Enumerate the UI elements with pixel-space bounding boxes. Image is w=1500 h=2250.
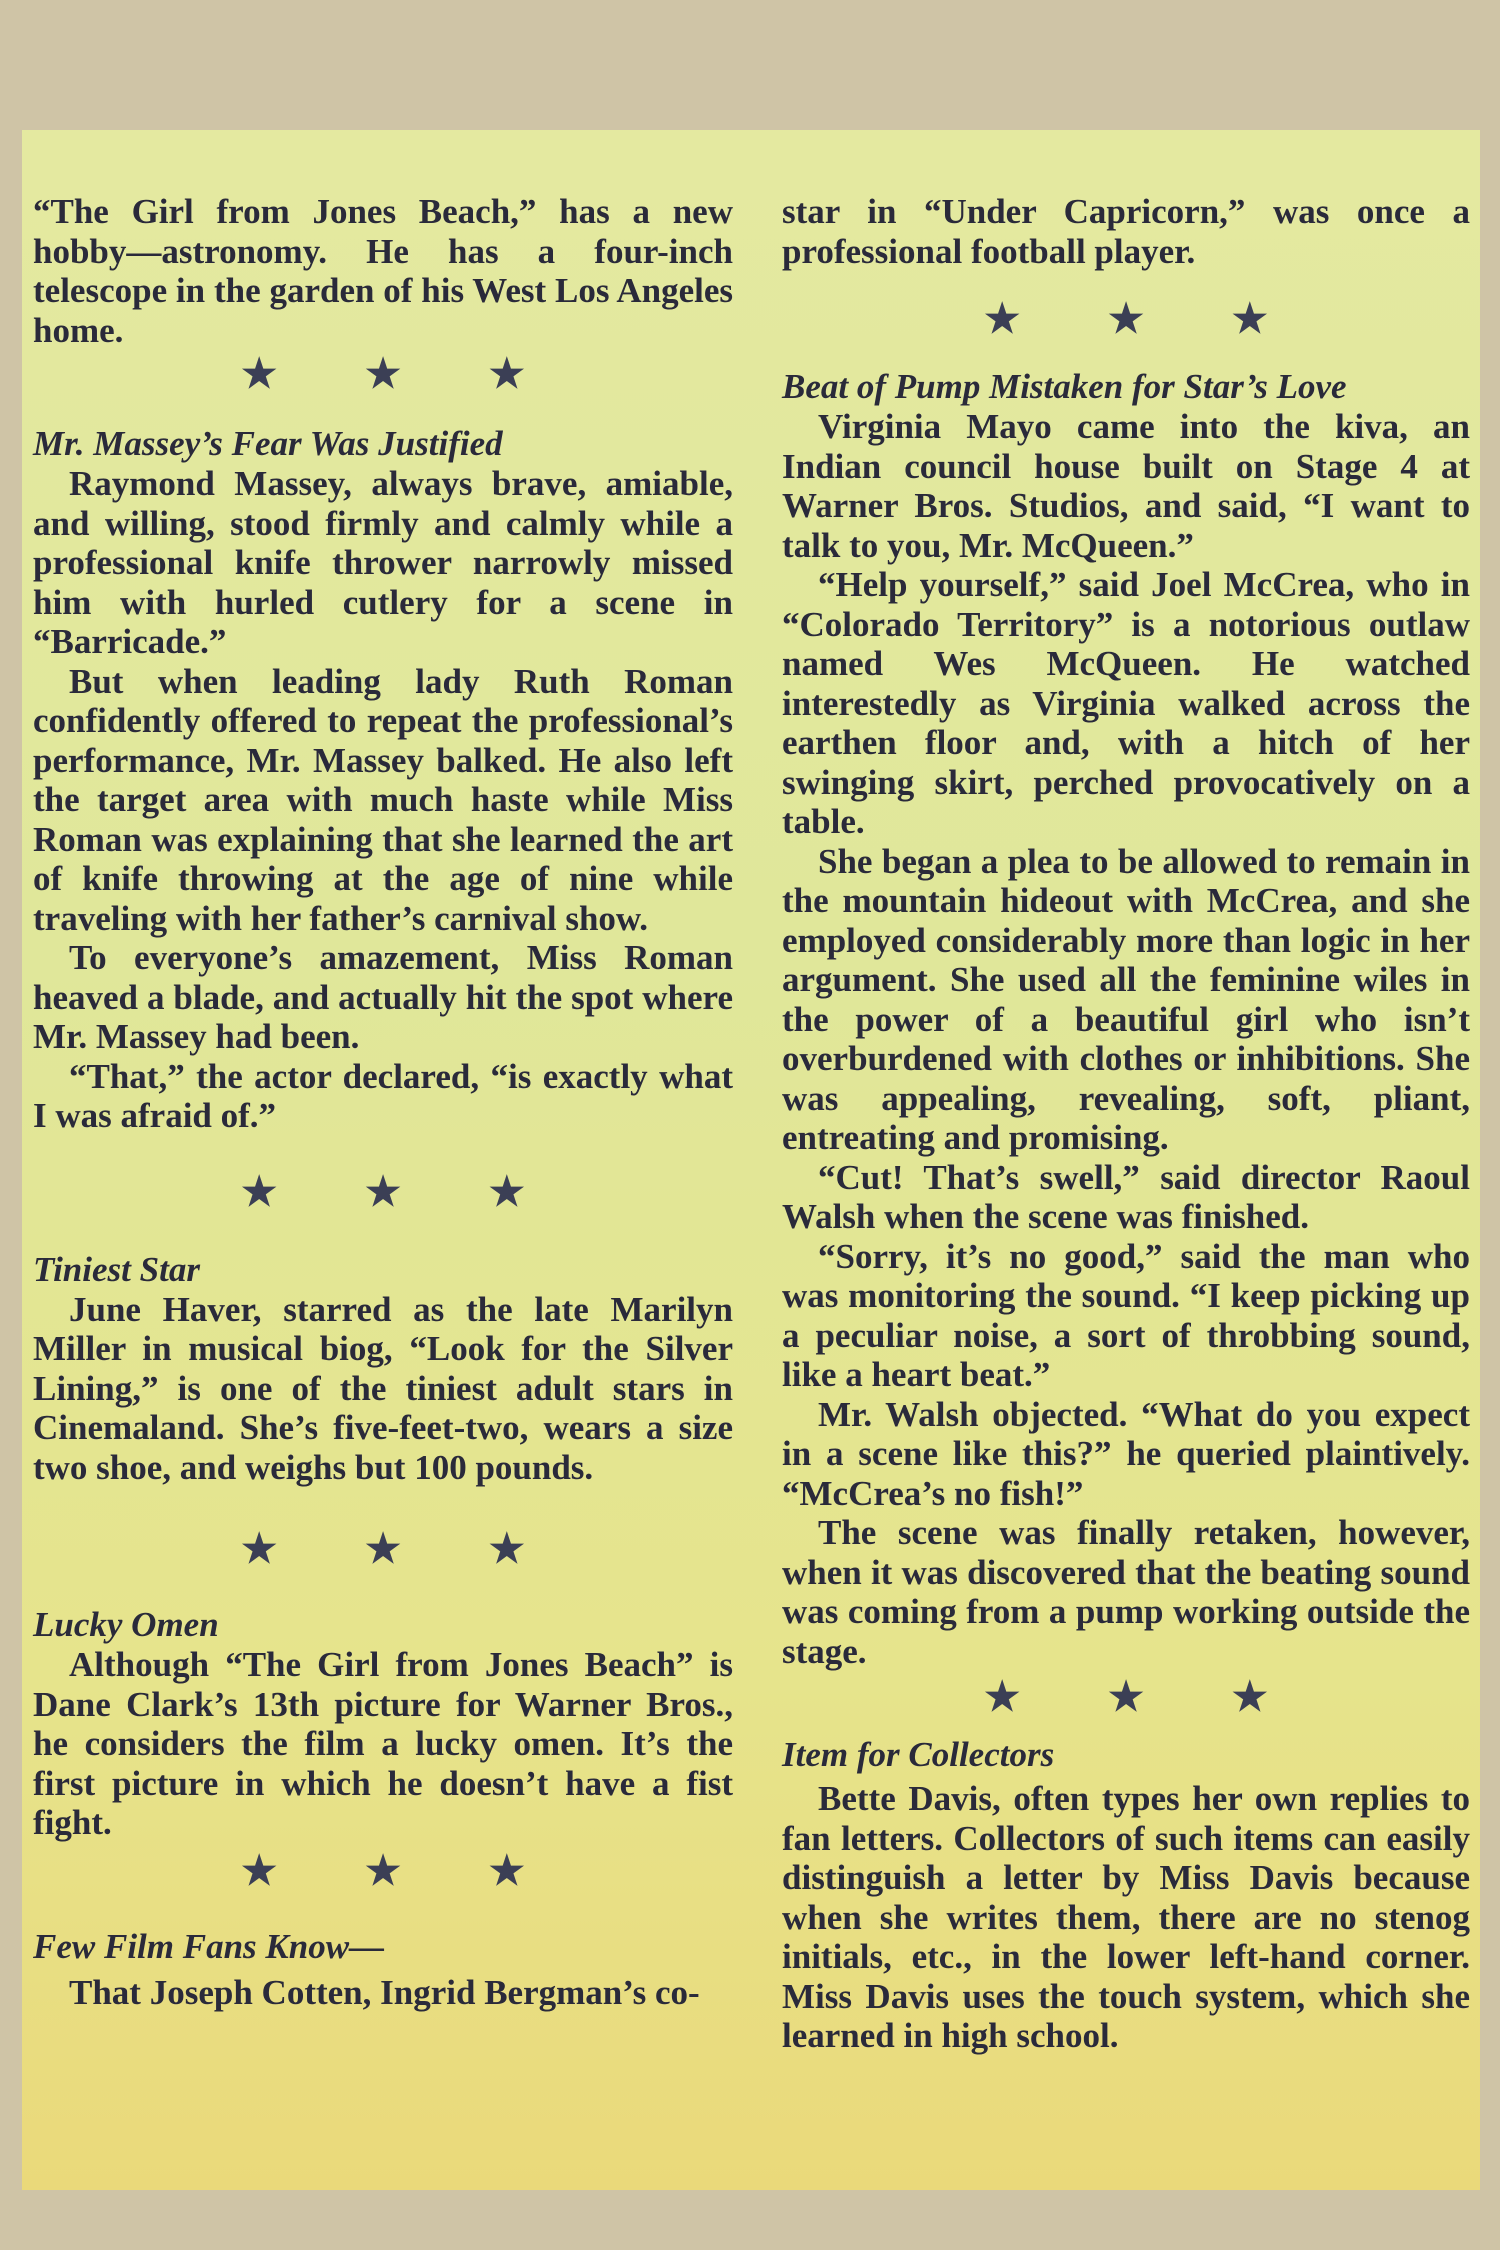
star-separator bbox=[33, 1847, 733, 1893]
lucky-omen-heading: Lucky Omen bbox=[33, 1605, 219, 1644]
star-icon: ★ bbox=[241, 351, 278, 396]
pump-paragraph-6: Mr. Walsh objected. “What do you expect in a scene like this?” he queried plaintively. “McCrea’s no fish!” bbox=[782, 1394, 1470, 1513]
star-icon: ★ bbox=[488, 1526, 525, 1571]
intro-continued-paragraph: “The Girl from Jones Beach,” has a new hobby—astronomy. He has a four-inch telescope in the garden of his West Los Angeles home. bbox=[33, 192, 733, 350]
star-separator bbox=[782, 296, 1470, 341]
tiniest-star-paragraph: June Haver, starred as the late Marilyn Miller in musical biog, “Look for the Silver Lining,” is one of the tiniest adult stars in Cinemaland. She’s five-feet-two, wears a size two shoe, and weighs but 100 pounds. bbox=[33, 1289, 733, 1487]
lucky-omen-paragraph: Although “The Girl from Jones Beach” is Dane Clark’s 13th picture for Warner Bros., he considers the film a lucky omen. It’s the first picture in which he doesn’t have a fist fight. bbox=[33, 1645, 733, 1842]
star-icon: ★ bbox=[365, 1847, 401, 1893]
right-column bbox=[782, 192, 1470, 2056]
few-film-fans-heading: Few Film Fans Know— bbox=[33, 1926, 385, 1966]
star-separator bbox=[33, 1168, 733, 1214]
collectors-paragraph: Bette Davis, often types her own replies to fan letters. Collectors of such items can easily distinguish a letter by Miss Davis because when she writes them, there are no stenog initials, etc., in the lower left-hand corner. Miss Davis uses the touch system, which she learned in high school. bbox=[782, 1779, 1470, 2055]
star-icon: ★ bbox=[1231, 1674, 1268, 1719]
star-separator bbox=[33, 351, 733, 396]
left-column bbox=[33, 192, 733, 2012]
star-icon: ★ bbox=[1231, 296, 1268, 341]
star-icon: ★ bbox=[365, 1168, 401, 1214]
magazine-page bbox=[22, 130, 1480, 2190]
star-icon: ★ bbox=[1108, 1674, 1144, 1719]
massey-paragraph-4: “That,” the actor declared, “is exactly what I was afraid of.” bbox=[33, 1056, 733, 1135]
star-icon: ★ bbox=[241, 1847, 278, 1893]
star-separator bbox=[782, 1674, 1470, 1719]
tiniest-star-heading: Tiniest Star bbox=[33, 1249, 200, 1289]
pump-paragraph-5: “Sorry, it’s no good,” said the man who was monitoring the sound. “I keep picking up a peculiar noise, a sort of throbbing sound, like a heart beat.” bbox=[782, 1236, 1470, 1394]
star-icon: ★ bbox=[488, 351, 525, 396]
collectors-heading: Item for Collectors bbox=[782, 1735, 1055, 1774]
massey-paragraph-2: But when leading lady Ruth Roman confidently offered to repeat the professional’s performance, Mr. Massey balked. He also left the target area with much haste while Miss Roman was explaining that she learned the art of knife throwing at the age of nine while traveling with her father’s carnival show. bbox=[33, 661, 733, 938]
star-icon: ★ bbox=[365, 351, 401, 396]
few-film-fans-paragraph: That Joseph Cotten, Ingrid Bergman’s co- bbox=[69, 1972, 700, 2012]
massey-paragraph-1: Raymond Massey, always brave, amiable, and willing, stood firmly and calmly while a professional knife thrower narrowly missed him with hurled cutlery for a scene in “Barricade.” bbox=[33, 464, 733, 661]
star-icon: ★ bbox=[241, 1526, 278, 1571]
star-icon: ★ bbox=[365, 1526, 401, 1571]
massey-heading: Mr. Massey’s Fear Was Justified bbox=[33, 424, 503, 463]
star-icon: ★ bbox=[488, 1168, 525, 1214]
pump-heading: Beat of Pump Mistaken for Star’s Love bbox=[782, 367, 1347, 406]
star-icon: ★ bbox=[241, 1168, 278, 1214]
pump-paragraph-7: The scene was finally retaken, however, when it was discovered that the beating sound was coming from a pump working outside the stage. bbox=[782, 1513, 1470, 1671]
star-icon: ★ bbox=[1108, 296, 1144, 341]
pump-paragraph-1: Virginia Mayo came into the kiva, an Indian council house built on Stage 4 at Warner Bros. Studios, and said, “I want to talk to you, Mr. McQueen.” bbox=[782, 407, 1470, 565]
pump-paragraph-2: “Help yourself,” said Joel McCrea, who in “Colorado Territory” is a notorious outlaw named Wes McQueen. He watched interestedly as Virginia walked across the earthen floor and, with a hitch of her swinging skirt, perched provocatively on a table. bbox=[782, 565, 1470, 841]
massey-paragraph-3: To everyone’s amazement, Miss Roman heaved a blade, and actually hit the spot where Mr. Massey had been. bbox=[33, 938, 733, 1056]
star-icon: ★ bbox=[984, 296, 1021, 341]
star-icon: ★ bbox=[984, 1674, 1021, 1719]
pump-paragraph-4: “Cut! That’s swell,” said director Raoul Walsh when the scene was finished. bbox=[782, 1157, 1470, 1236]
pump-paragraph-3: She began a plea to be allowed to remain in the mountain hideout with McCrea, and she employed considerably more than logic in her argument. She used all the feminine wiles in the power of a beautiful girl who isn’t overburdened with clothes or inhibitions. She was appealing, revealing, soft, pliant, entreating and promising. bbox=[782, 841, 1470, 1157]
star-separator bbox=[33, 1526, 733, 1571]
fans-continued-paragraph: star in “Under Capricorn,” was once a professional football player. bbox=[782, 192, 1470, 271]
star-icon: ★ bbox=[488, 1847, 525, 1893]
